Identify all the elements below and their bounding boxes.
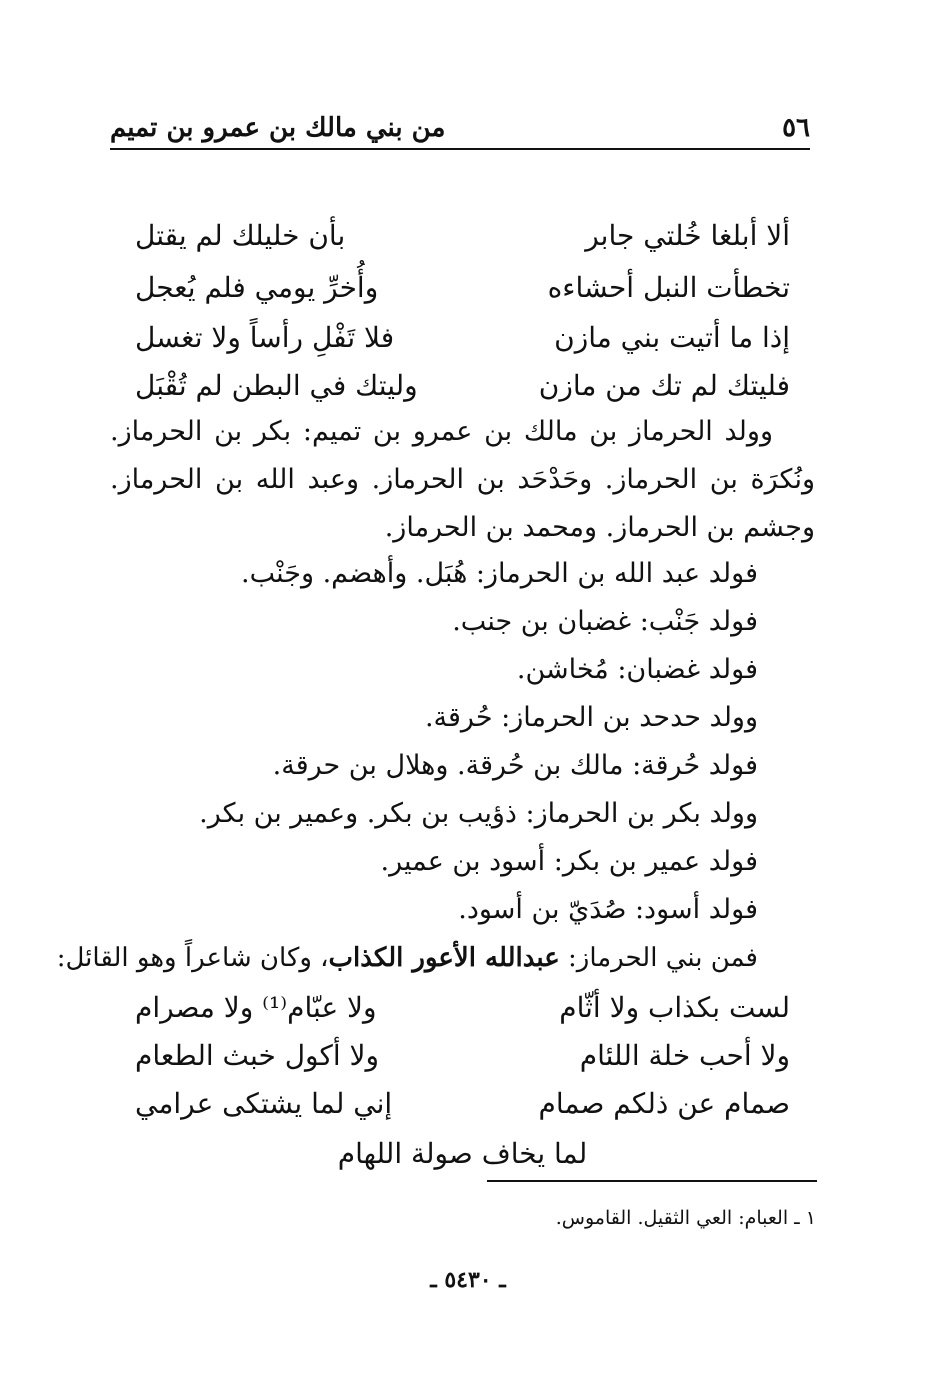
- genealogy-line: فولد حُرقة: مالك بن حُرقة. وهلال بن حرقة.: [272, 750, 758, 781]
- verse-line: [135, 210, 790, 260]
- intro-after: ، وكان شاعراً وهو القائل:: [56, 943, 329, 973]
- verse-line: [135, 1078, 790, 1128]
- verse-second-hemistich: وليتك في البطن لم تُقْبَل: [135, 368, 418, 402]
- header-page-number: ٥٦: [782, 113, 810, 143]
- verse-first-hemistich: إذا ما أتيت بني مازن: [554, 320, 790, 354]
- verse-line: [135, 1030, 790, 1080]
- genealogy-line: فولد أسود: صُدَيّ بن أسود.: [458, 894, 758, 925]
- poet-name: عبدالله الأعور الكذاب: [328, 943, 560, 973]
- verse-first-hemistich: صمام عن ذلكم صمام: [538, 1086, 790, 1120]
- verse-second-hemistich: ولا عبّام⁽¹⁾ ولا مصرام: [135, 990, 377, 1024]
- genealogy-line: فولد عمير بن بكر: أسود بن عمير.: [380, 846, 758, 877]
- poem-intro: [56, 934, 758, 982]
- genealogy-line: وولد حدحد بن الحرماز: حُرقة.: [424, 702, 758, 733]
- verse-line-final: [135, 1128, 790, 1178]
- verse-second-hemistich: فلا تَفْلِ رأساً ولا تغسل: [135, 320, 395, 354]
- footnote: ١ ـ العبام: العي الثقيل. القاموس.: [555, 1207, 816, 1229]
- verse-first-hemistich: لست بكذاب ولا أثّام: [559, 990, 790, 1024]
- intro-before: فمن بني الحرماز:: [559, 943, 758, 973]
- genealogy-line: وولد بكر بن الحرماز: ذؤيب بن بكر. وعمير بن بكر.: [199, 798, 758, 829]
- verse-first-hemistich: فليتك لم تك من مازن: [538, 368, 790, 402]
- genealogy-line: فولد جَنْب: غضبان بن جنب.: [452, 606, 758, 637]
- verse-second-hemistich: إني لما يشتكى عرامي: [135, 1086, 393, 1120]
- verse-line: [135, 312, 790, 362]
- verse-second-hemistich: بأن خليلك لم يقتل: [135, 218, 346, 252]
- verse-second-hemistich: وأُخرِّ يومي فلم يُعجل: [135, 270, 379, 304]
- verse-first-hemistich: ولا أحب خلة اللئام: [579, 1038, 790, 1072]
- verse-line: [135, 262, 790, 312]
- genealogy-line: فولد عبد الله بن الحرماز: هُبَل. وأهضم. وجَنْب.: [241, 558, 758, 589]
- verse-line: [135, 982, 790, 1032]
- footnote-rule: [487, 1180, 817, 1182]
- verse-final-hemistich: لما يخاف صولة اللهام: [337, 1136, 588, 1170]
- header-title: من بني مالك بن عمرو بن تميم: [110, 113, 446, 143]
- verse-line: [135, 360, 790, 410]
- prose-paragraph: [110, 408, 815, 552]
- verse-first-hemistich: تخطأت النبل أحشاءه: [547, 270, 790, 304]
- verse-first-hemistich: ألا أبلغا خُلتي جابر: [585, 218, 790, 252]
- page-number-bottom: ـ ٥٤٣٠ ـ: [430, 1267, 506, 1293]
- verse-second-hemistich: ولا أكول خبث الطعام: [135, 1038, 380, 1072]
- running-header: [110, 110, 810, 146]
- header-rule: [110, 148, 810, 150]
- paragraph-text: وولد الحرماز بن مالك بن عمرو بن تميم: بكر بن الحرماز. ونُكرَة بن الحرماز. وحَدْحَد بن الحرماز. وعبد الله بن الحرماز. وجشم بن الحرماز. ومحمد بن الحرماز.: [110, 416, 815, 543]
- genealogy-line: فولد غضبان: مُخاشن.: [516, 654, 758, 685]
